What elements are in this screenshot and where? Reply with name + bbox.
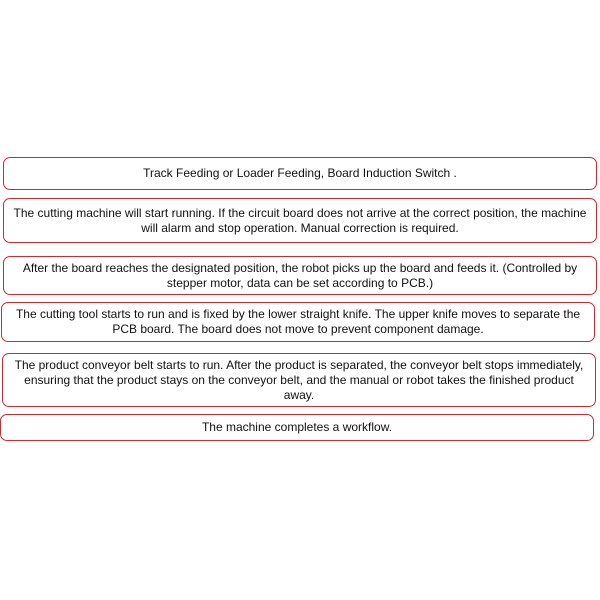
process-step-6 xyxy=(0,414,594,441)
process-step-4 xyxy=(1,302,595,342)
process-step-2-text: The cutting machine will start running. If the circuit board does not arrive at the correct position, the machine will alarm and stop operation. Manual correction is required. xyxy=(13,205,587,235)
process-step-4-text: The cutting tool starts to run and is fixed by the lower straight knife. The upper knife moves to separate the PCB board. The board does not move to prevent component damage. xyxy=(15,307,581,336)
process-step-6-text: The machine completes a workflow. xyxy=(201,420,393,434)
process-step-3 xyxy=(3,256,597,295)
process-step-5-text: The product conveyor belt starts to run. After the product is separated, the conveyor belt stops immediately, ensuring that the product stays on the conveyor belt, and the manual or robot takes the finished product away. xyxy=(14,357,584,402)
process-step-2 xyxy=(3,198,597,243)
process-step-1-text: Track Feeding or Loader Feeding, Board Induction Switch . xyxy=(143,166,457,180)
process-step-3-text: After the board reaches the designated position, the robot picks up the board and feeds it. (Controlled by stepper motor, data can be set according to PCB.) xyxy=(22,260,578,290)
process-step-1 xyxy=(3,157,597,190)
process-step-5 xyxy=(2,353,596,407)
